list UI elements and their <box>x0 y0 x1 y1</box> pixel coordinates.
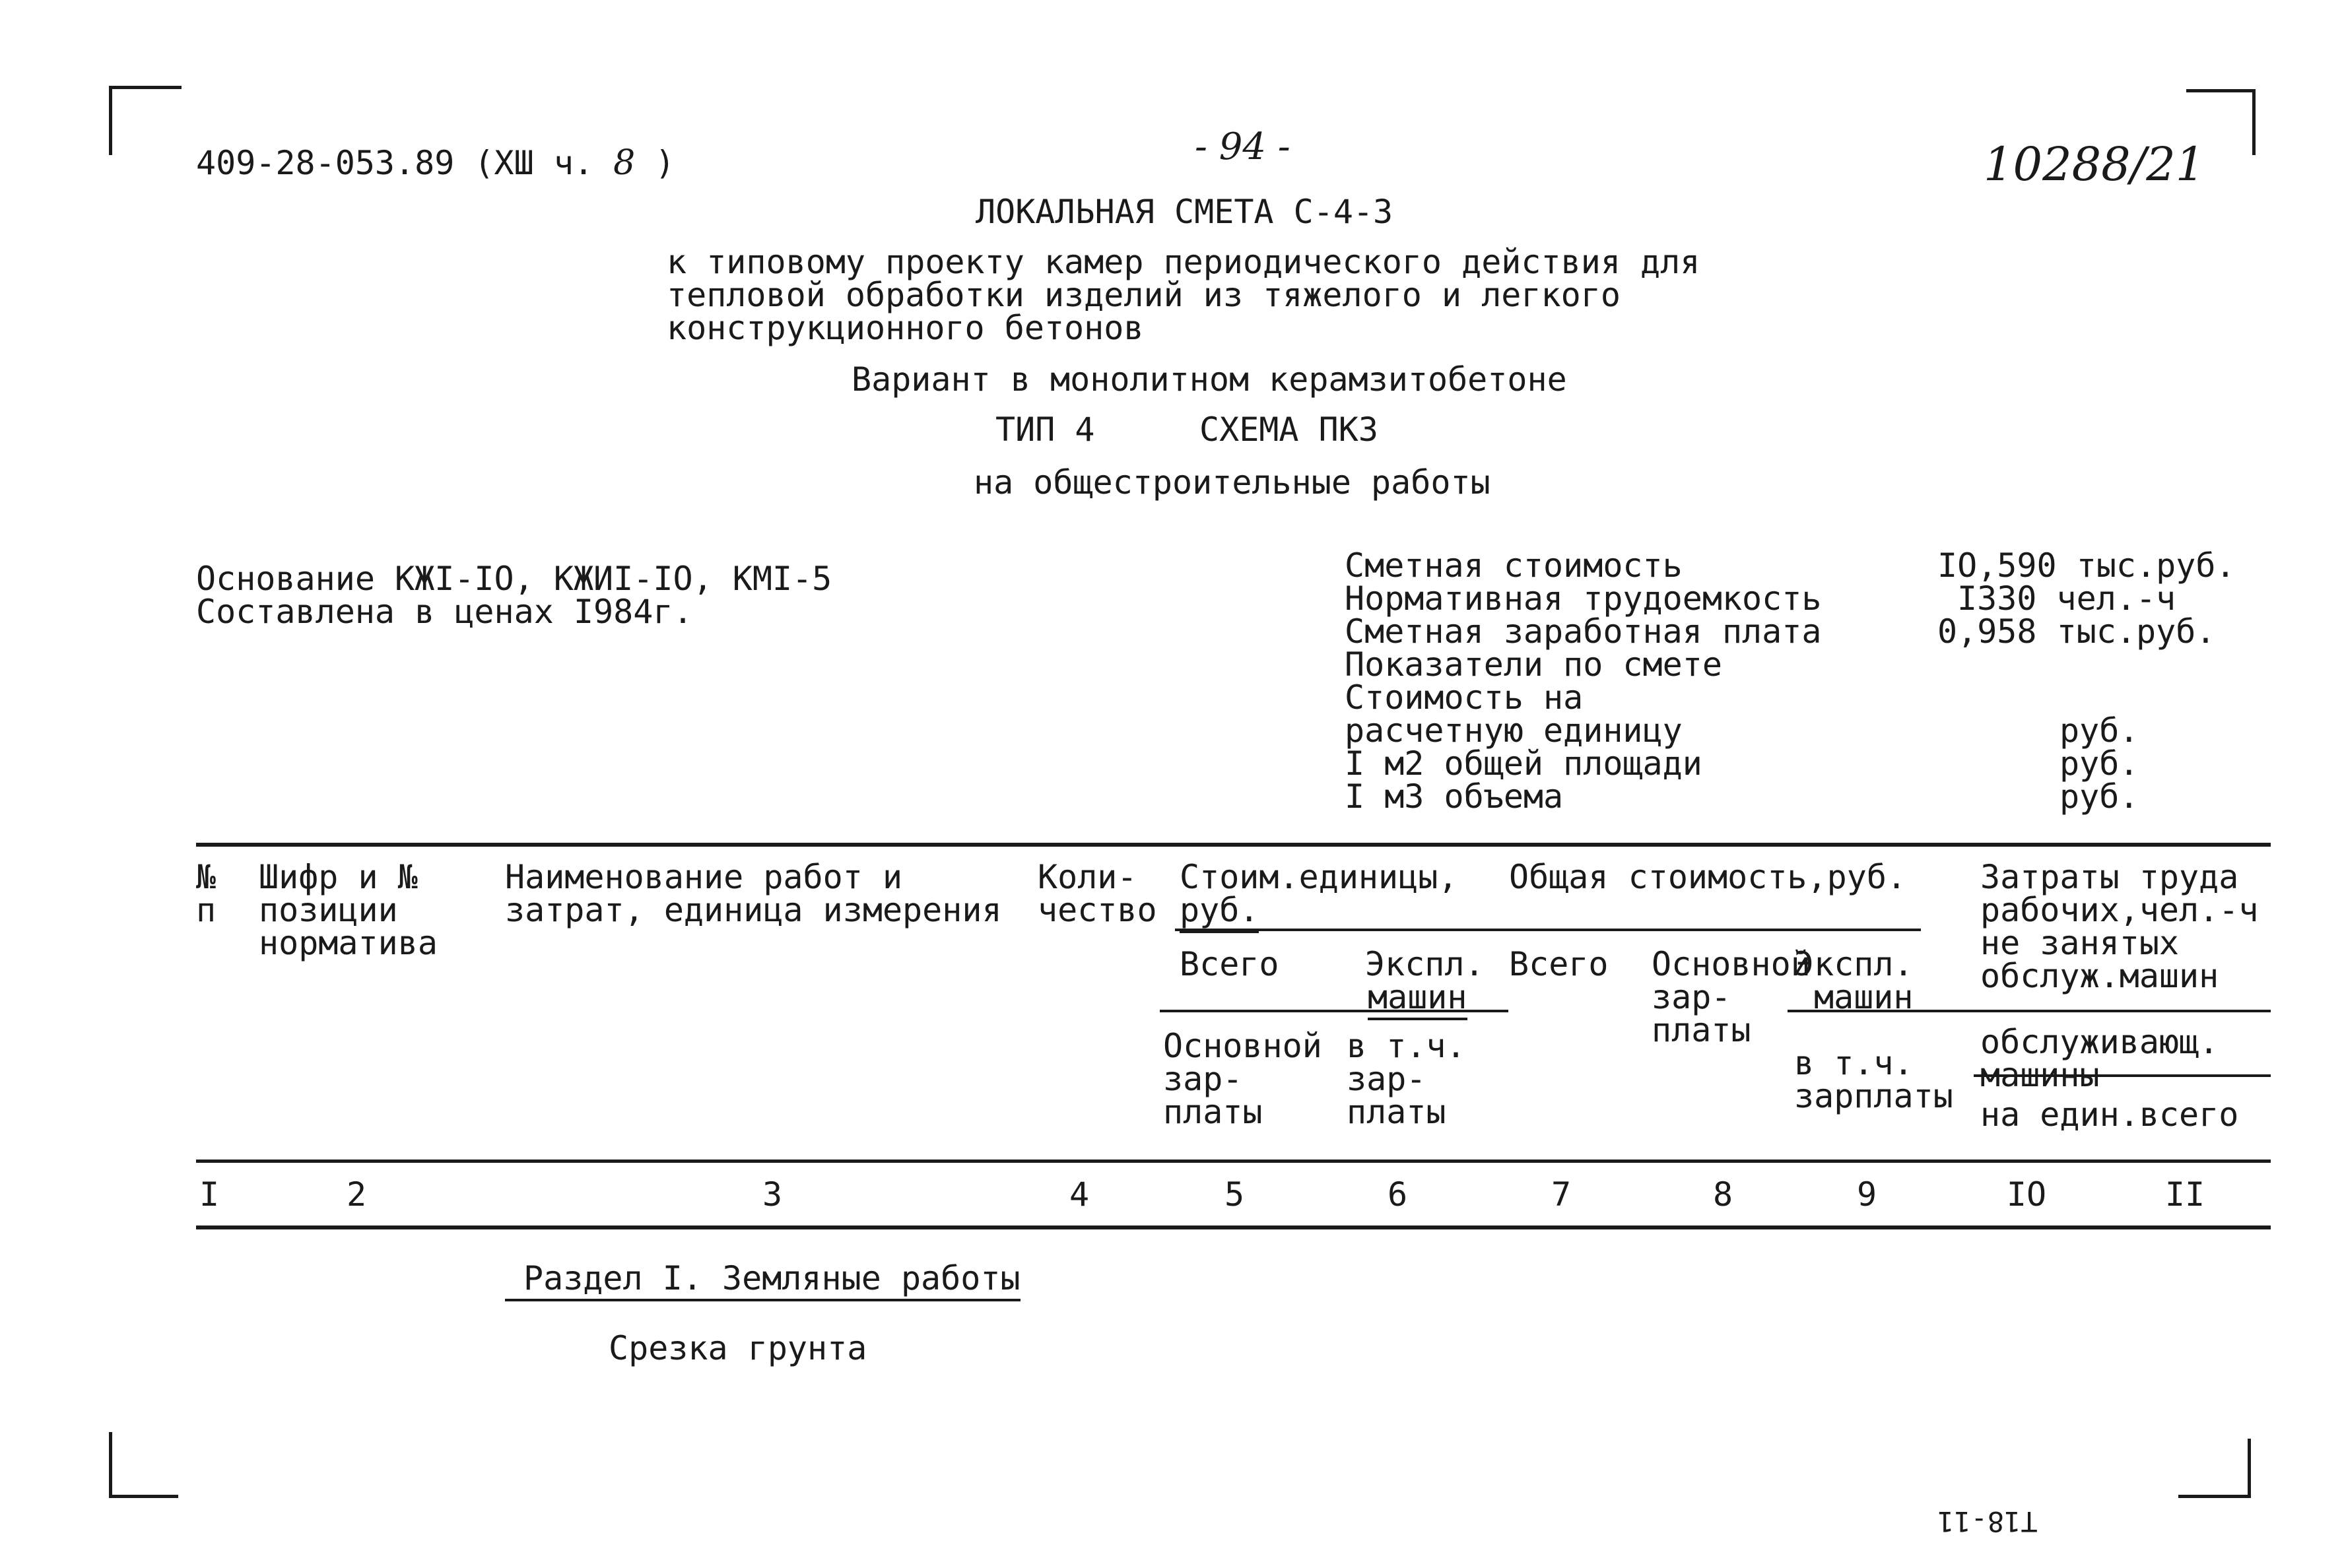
summary-units: руб. руб. руб. <box>2059 711 2139 816</box>
summary-labels: Сметная стоимость Нормативная трудоемкость Сметная заработная плата Показатели по смете Стоимость на расчетную единицу I м2 общей площади I м3 объема <box>1345 546 1822 816</box>
type-label: ТИП 4 <box>995 410 1095 449</box>
page-number: - 94 - <box>1195 125 1290 168</box>
table-top-rule <box>196 843 2271 847</box>
column-number: IO <box>2006 1175 2047 1214</box>
column-number: 3 <box>762 1175 783 1214</box>
header-rule-unit-cost <box>1175 929 1921 931</box>
header-rule-labor-1 <box>1941 1010 2271 1012</box>
column-number: II <box>2164 1175 2205 1214</box>
work-item: Срезка грунта <box>609 1329 867 1367</box>
column-number: I <box>199 1175 220 1214</box>
column-numbers-top-rule <box>196 1160 2271 1163</box>
header-labor-per-unit: на един.всего <box>1980 1095 2239 1134</box>
header-col9-incl-pay: в т.ч. зарплаты <box>1794 1044 1953 1115</box>
section-title: Раздел I. Земляные работы <box>505 1262 1021 1295</box>
column-number: 9 <box>1856 1175 1877 1214</box>
header-labor: Затраты труда рабочих,чел.-ч не занятых обслуж.машин <box>1980 858 2259 995</box>
basis-block: Основание КЖI-IO, КЖИI-IO, КМI-5 Составлена в ценах I984г. <box>196 560 832 631</box>
column-number: 7 <box>1551 1175 1572 1214</box>
scheme-label: СХЕМА ПКЗ <box>1199 410 1378 449</box>
header-col8-base-pay: Основной зар- платы <box>1652 945 1811 1049</box>
header-number: № п <box>196 858 217 929</box>
column-number: 5 <box>1224 1175 1245 1214</box>
estimate-title: ЛОКАЛЬНАЯ СМЕТА С-4-3 <box>976 193 1393 231</box>
corner-mark-bottom-right <box>2178 1439 2251 1498</box>
project-description: к типовому проекту камер периодического действия для тепловой обработки изделий из тяжелого и легкого конструкционного бетонов <box>667 243 1700 347</box>
header-col9-machines: Экспл. машин <box>1794 945 1914 1016</box>
header-col6-machines: Экспл. машин <box>1365 948 1485 1014</box>
header-col5-total: Всего <box>1180 945 1279 983</box>
summary-values: IO,590 тыс.руб. I330 чел.-ч 0,958 тыс.руб. <box>1937 546 2236 651</box>
header-col7-total: Всего <box>1509 945 1609 983</box>
sheet-code: 10288/21 <box>1984 137 2205 191</box>
header-quantity: Коли- чество <box>1038 858 1157 929</box>
header-col5-base-pay: Основной зар- платы <box>1163 1027 1322 1131</box>
document-code: 409-28-053.89 (ХШ ч. 8 ) <box>196 143 675 183</box>
column-number: 4 <box>1069 1175 1090 1214</box>
footer-code: T18-11 <box>1937 1505 2038 1538</box>
header-total-cost: Общая стоимость,руб. <box>1509 858 1907 896</box>
header-code: Шифр и № позиции норматива <box>259 858 438 962</box>
column-number: 6 <box>1387 1175 1408 1214</box>
header-labor-service: обслуживающ. машины <box>1980 1023 2219 1094</box>
column-numbers-bottom-rule <box>196 1225 2271 1229</box>
corner-mark-top-left <box>109 86 182 155</box>
header-unit-cost-rub: руб. <box>1180 894 1259 927</box>
variant-line: Вариант в монолитном керамзитобетоне <box>852 360 1567 399</box>
header-work-name: Наименование работ и затрат, единица измерения <box>505 858 1002 929</box>
column-number: 8 <box>1712 1175 1733 1214</box>
header-col6-incl-pay: в т.ч. зар- платы <box>1347 1027 1466 1131</box>
header-unit-cost: Стоим.единицы, <box>1180 858 1458 896</box>
column-number: 2 <box>346 1175 367 1214</box>
scope-line: на общестроительные работы <box>974 463 1490 502</box>
corner-mark-bottom-left <box>109 1432 178 1498</box>
